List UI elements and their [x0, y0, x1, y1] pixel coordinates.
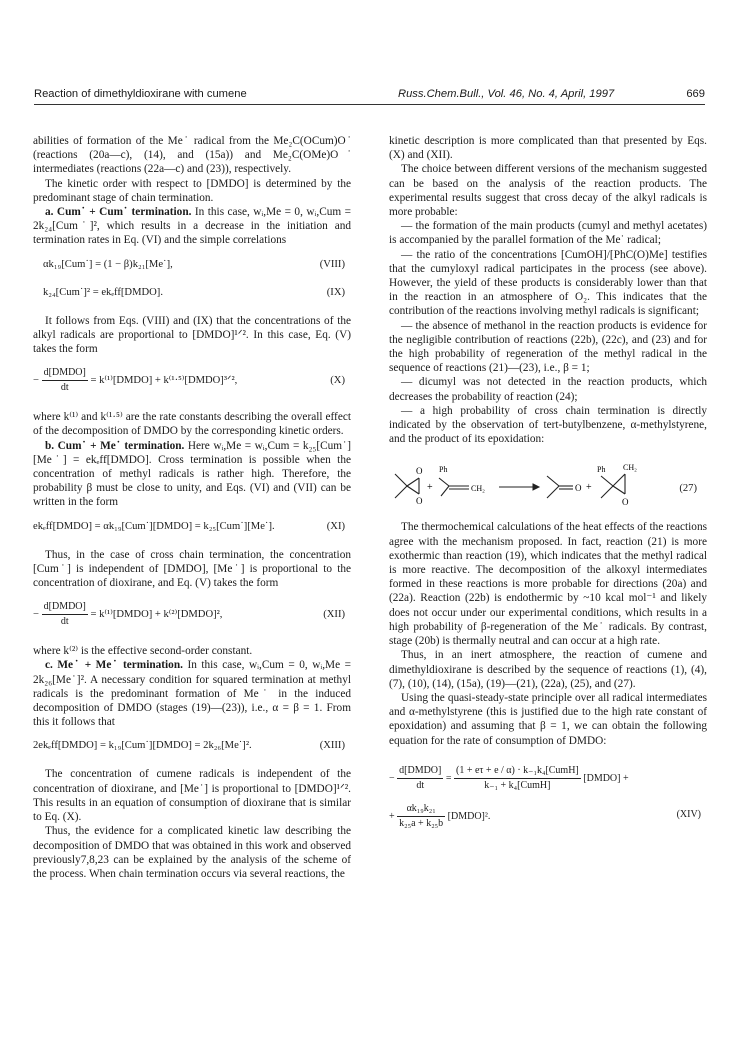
equation-body: αk₁₉[Cum˙] = (1 − β)k₂₁[Me˙],	[43, 258, 173, 270]
equation-tail: [DMDO] +	[583, 772, 629, 784]
paragraph-text: In this case, wᵢ,Me = 0, wᵢ,Cum = 2k₂₄[Cum˙]², which results in a decrease in the initiation and termination rates in Eq. (VI) and the simple correlations	[33, 206, 351, 247]
paragraph-text: In this case, wᵢ,Cum = 0, wᵢ,Me = 2k₂₆[Me˙]². A necessary condition for squared termination at methyl radicals is the predominant formation of Me˙ in the induced decomposition of DMDO (stages (19)—(23)), i.e., α = β = 1. From this it follows that	[33, 659, 351, 729]
equation-body: ekₑff[DMDO] = αk₁₉[Cum˙][DMDO] = k₂₅[Cum˙][Me˙].	[33, 520, 275, 532]
paragraph: It follows from Eqs. (VIII) and (IX) that the concentrations of the alkyl radicals are proportional to [DMDO]¹ᐟ². In this case, Eq. (V) takes the form	[33, 314, 351, 356]
plus-sign: +	[427, 482, 433, 494]
fraction-denominator: dt	[416, 779, 425, 791]
fraction-denominator: k₂₅a + k₂₅b	[399, 817, 444, 829]
fraction-numerator: d[DMDO]	[42, 600, 88, 615]
list-item: — the absence of methanol in the reaction products is evidence for the negligible contribution of reactions (22b), (22c), and (23) and for the high probability of regeneration of the methyl radical in the sequence of reactions (21)—(23), i.e., β = 1;	[389, 319, 707, 375]
equation-body: 2ekₑff[DMDO] = k₁₉[Cum˙][DMDO] = 2k₂₆[Me˙]².	[33, 740, 252, 752]
ph-label: Ph	[439, 465, 448, 475]
equation-number: (XI)	[326, 520, 345, 532]
methylstyrene-structure	[439, 478, 469, 496]
reaction-arrow	[499, 484, 539, 490]
equation-xi	[33, 520, 351, 538]
case-heading: a. Cum˙ + Cum˙ termination.	[45, 206, 192, 219]
equation-x: − $\frac{\text{d[DMDO]}}{dt}$ = k⁽¹⁾[DMDO] + k⁽¹·⁵⁾[DMDO]³ᐟ², (X)	[33, 366, 351, 400]
list-item: — dicumyl was not detected in the reaction products, which decreases the probability of reaction (24);	[389, 376, 707, 403]
reaction-scheme-drawing	[389, 460, 707, 508]
ph-label: Ph	[597, 465, 606, 475]
case-heading: b. Cum˙ + Me˙ termination.	[45, 439, 185, 452]
paragraph: The kinetic order with respect to [DMDO] is determined by the predominant stage of chain termination.	[33, 177, 351, 204]
o-atom-label: O	[416, 496, 423, 507]
paragraph: where k⁽¹⁾ and k⁽¹·⁵⁾ are the rate constants describing the overall effect of the decomposition of DMDO by the corresponding kinetic orders.	[33, 411, 351, 438]
equation-rhs: = k⁽¹⁾[DMDO] + k⁽²⁾[DMDO]²,	[90, 609, 223, 621]
equation-xiii	[33, 739, 351, 757]
case-heading: c. Me˙ + Me˙ termination.	[45, 659, 183, 672]
fraction-denominator: dt	[60, 616, 69, 628]
ch2-label: CH₂	[471, 484, 485, 494]
fraction-numerator: αk₁₉k₂₁	[397, 802, 445, 817]
right-column	[389, 134, 707, 834]
paragraph	[33, 439, 351, 510]
fraction-denominator: dt	[60, 382, 69, 394]
paragraph	[33, 658, 351, 729]
journal-citation: Russ.Chem.Bull., Vol. 46, No. 4, April, 1997	[398, 88, 615, 100]
derivative-fraction	[397, 764, 443, 793]
rate-fraction	[397, 802, 445, 831]
paragraph: kinetic description is more complicated than that presented by Eqs. (X) and (XII).	[389, 135, 707, 162]
paragraph: Thus, in an inert atmosphere, the reaction of cumene and dimethyldioxirane is described by the sequence of reactions (1), (4), (7), (10), (14), (15a), (19)—(21), (22a), (25), and (27).	[389, 649, 707, 690]
list-item: — the ratio of the concentrations [CumOH]/[PhC(O)Me] testifies that the cumyloxyl radical participates in the process (see above). However, the yield of these products is considerably lower than that in the reaction in an atmosphere of O₂. This indicates that the contribution of the reactions involving methyl radicals is significant;	[389, 248, 707, 318]
dioxirane-structure	[395, 474, 419, 498]
paragraph: Thus, in the case of cross chain termination, the concentration [Cum˙] is independent of [DMDO], [Me˙] is proportional to the concentration of dioxirane, and Eq. (V) takes the form	[33, 548, 351, 590]
equation-body: k₂₄[Cum˙]² = ekₑff[DMDO].	[43, 286, 163, 298]
list-item: — the formation of the main products (cumyl and methyl acetates) is accompanied by the parallel formation of the Me˙ radical;	[389, 220, 707, 247]
equation-number: (VIII)	[319, 258, 345, 270]
fraction-denominator: k₋₁ + k₄[CumH]	[484, 779, 551, 791]
equation-number: (XII)	[323, 609, 345, 621]
paragraph: The choice between different versions of the mechanism suggested can be based on the analysis of the reaction products. The experimental results suggest that cross decay of the alkyl radicals is more probable:	[389, 163, 707, 219]
paragraph: The thermochemical calculations of the heat effects of the reactions agree with the mechanism proposed. In fact, reaction (21) is more exothermic than reaction (19), which indicates that the methyl radical is more reactive. The decomposition of the alkoxyl intermediates formed in these reactions is more probable for directions (20a) and (22a). Reaction (22b) is endothermic by ~10 kcal mol⁻¹ and likely does not occur under our experimental conditions, which results in a high probability of β-regeneration of the Me˙ radicals. By contrast, stage (20b) is thermally neutral and can occur at a high rate.	[389, 521, 707, 648]
fraction-numerator: d[DMDO]	[42, 366, 88, 381]
acetone-structure	[547, 476, 573, 498]
equation-xiv: − $\frac{\text{d[DMDO]}}{dt}$ = $\frac{\text{(1 + eτ + e / α) · k₋₁k₄[CumH]}}{\text{k₋₁ + k₄[CumH]}}$ [DMDO] + + $\frac{\text{αk₁₉k₂₁}}{\text{k₂₅a + k₂₅b}}$ [DMDO]². (XIV)	[389, 764, 707, 834]
paragraph: Using the quasi-steady-state principle over all radical intermediates and α-methylstyrene (this is justified due to the high rate constant of epoxidation) and assuming that β = 1, we can obtain the following equation for the rate of consumption of DMDO:	[389, 691, 707, 747]
fraction-numerator: (1 + eτ + e / α) · k₋₁k₄[CumH]	[454, 764, 581, 779]
equation-viii	[33, 258, 351, 276]
epoxide-structure	[601, 474, 625, 498]
reaction-scheme-27	[389, 460, 707, 508]
paragraph: abilities of formation of the Me˙ radical from the Me₂C(OCum)O˙ (reactions (20a—c), (14), and (15a)) and Me₂C(OMe)O˙ intermediates (reactions (22a—c) and (23)), respectively.	[33, 135, 351, 176]
derivative-fraction	[42, 366, 88, 395]
equation-rhs: = k⁽¹⁾[DMDO] + k⁽¹·⁵⁾[DMDO]³ᐟ²,	[90, 375, 238, 387]
paragraph	[33, 205, 351, 248]
paragraph: where k⁽²⁾ is the effective second-order constant.	[33, 645, 253, 658]
fraction-numerator: d[DMDO]	[397, 764, 443, 779]
paragraph-text: Here wᵢ,Me = wᵢ,Cum = k₂₅[Cum˙][Me˙] = ekₑff[DMDO]. Cross termination is possible when the concentration of methyl radicals is rather high. Therefore, the probability β must be close to unity, and Eqs. (VI) and (VII) can be written in the form	[33, 439, 351, 509]
equation-number: (X)	[330, 375, 345, 387]
equation-xii: − $\frac{\text{d[DMDO]}}{dt}$ = k⁽¹⁾[DMDO] + k⁽²⁾[DMDO]², (XII)	[33, 600, 351, 634]
equation-number: (XIV)	[676, 808, 701, 820]
o-atom-label: O	[416, 466, 423, 477]
equation-number: (IX)	[326, 286, 345, 298]
paragraph: Thus, the evidence for a complicated kinetic law describing the decomposition of DMDO that was obtained in this work and observed previously7,8,23 can be explained by the analysis of the scheme of the process. When chain termination occurs via several reactions, the	[33, 825, 351, 880]
o-atom-label: O	[575, 483, 582, 494]
running-title: Reaction of dimethyldioxirane with cumene	[34, 88, 247, 100]
list-item: — a high probability of cross chain termination is directly indicated by the observation of tert-butylbenzene, α-methylstyrene, and the product of its epoxidation:	[389, 404, 707, 446]
equation-number: (XIII)	[319, 740, 345, 752]
equation-ix	[33, 286, 351, 304]
o-atom-label: O	[622, 497, 629, 508]
running-header	[34, 86, 705, 105]
ch2-label: CH₂	[623, 463, 637, 473]
page-number: 669	[686, 88, 705, 100]
paragraph: The concentration of cumene radicals is independent of the concentration of dioxirane, and [Me˙] is proportional to [DMDO]¹ᐟ². This results in an equation of consumption of dioxirane that is similar to Eq. (X).	[33, 768, 351, 824]
equation-tail: [DMDO]².	[447, 810, 491, 822]
left-column	[33, 134, 351, 881]
plus-sign: +	[586, 482, 592, 494]
rate-fraction	[454, 764, 581, 793]
equation-number: (27)	[679, 483, 697, 495]
derivative-fraction	[42, 600, 88, 629]
